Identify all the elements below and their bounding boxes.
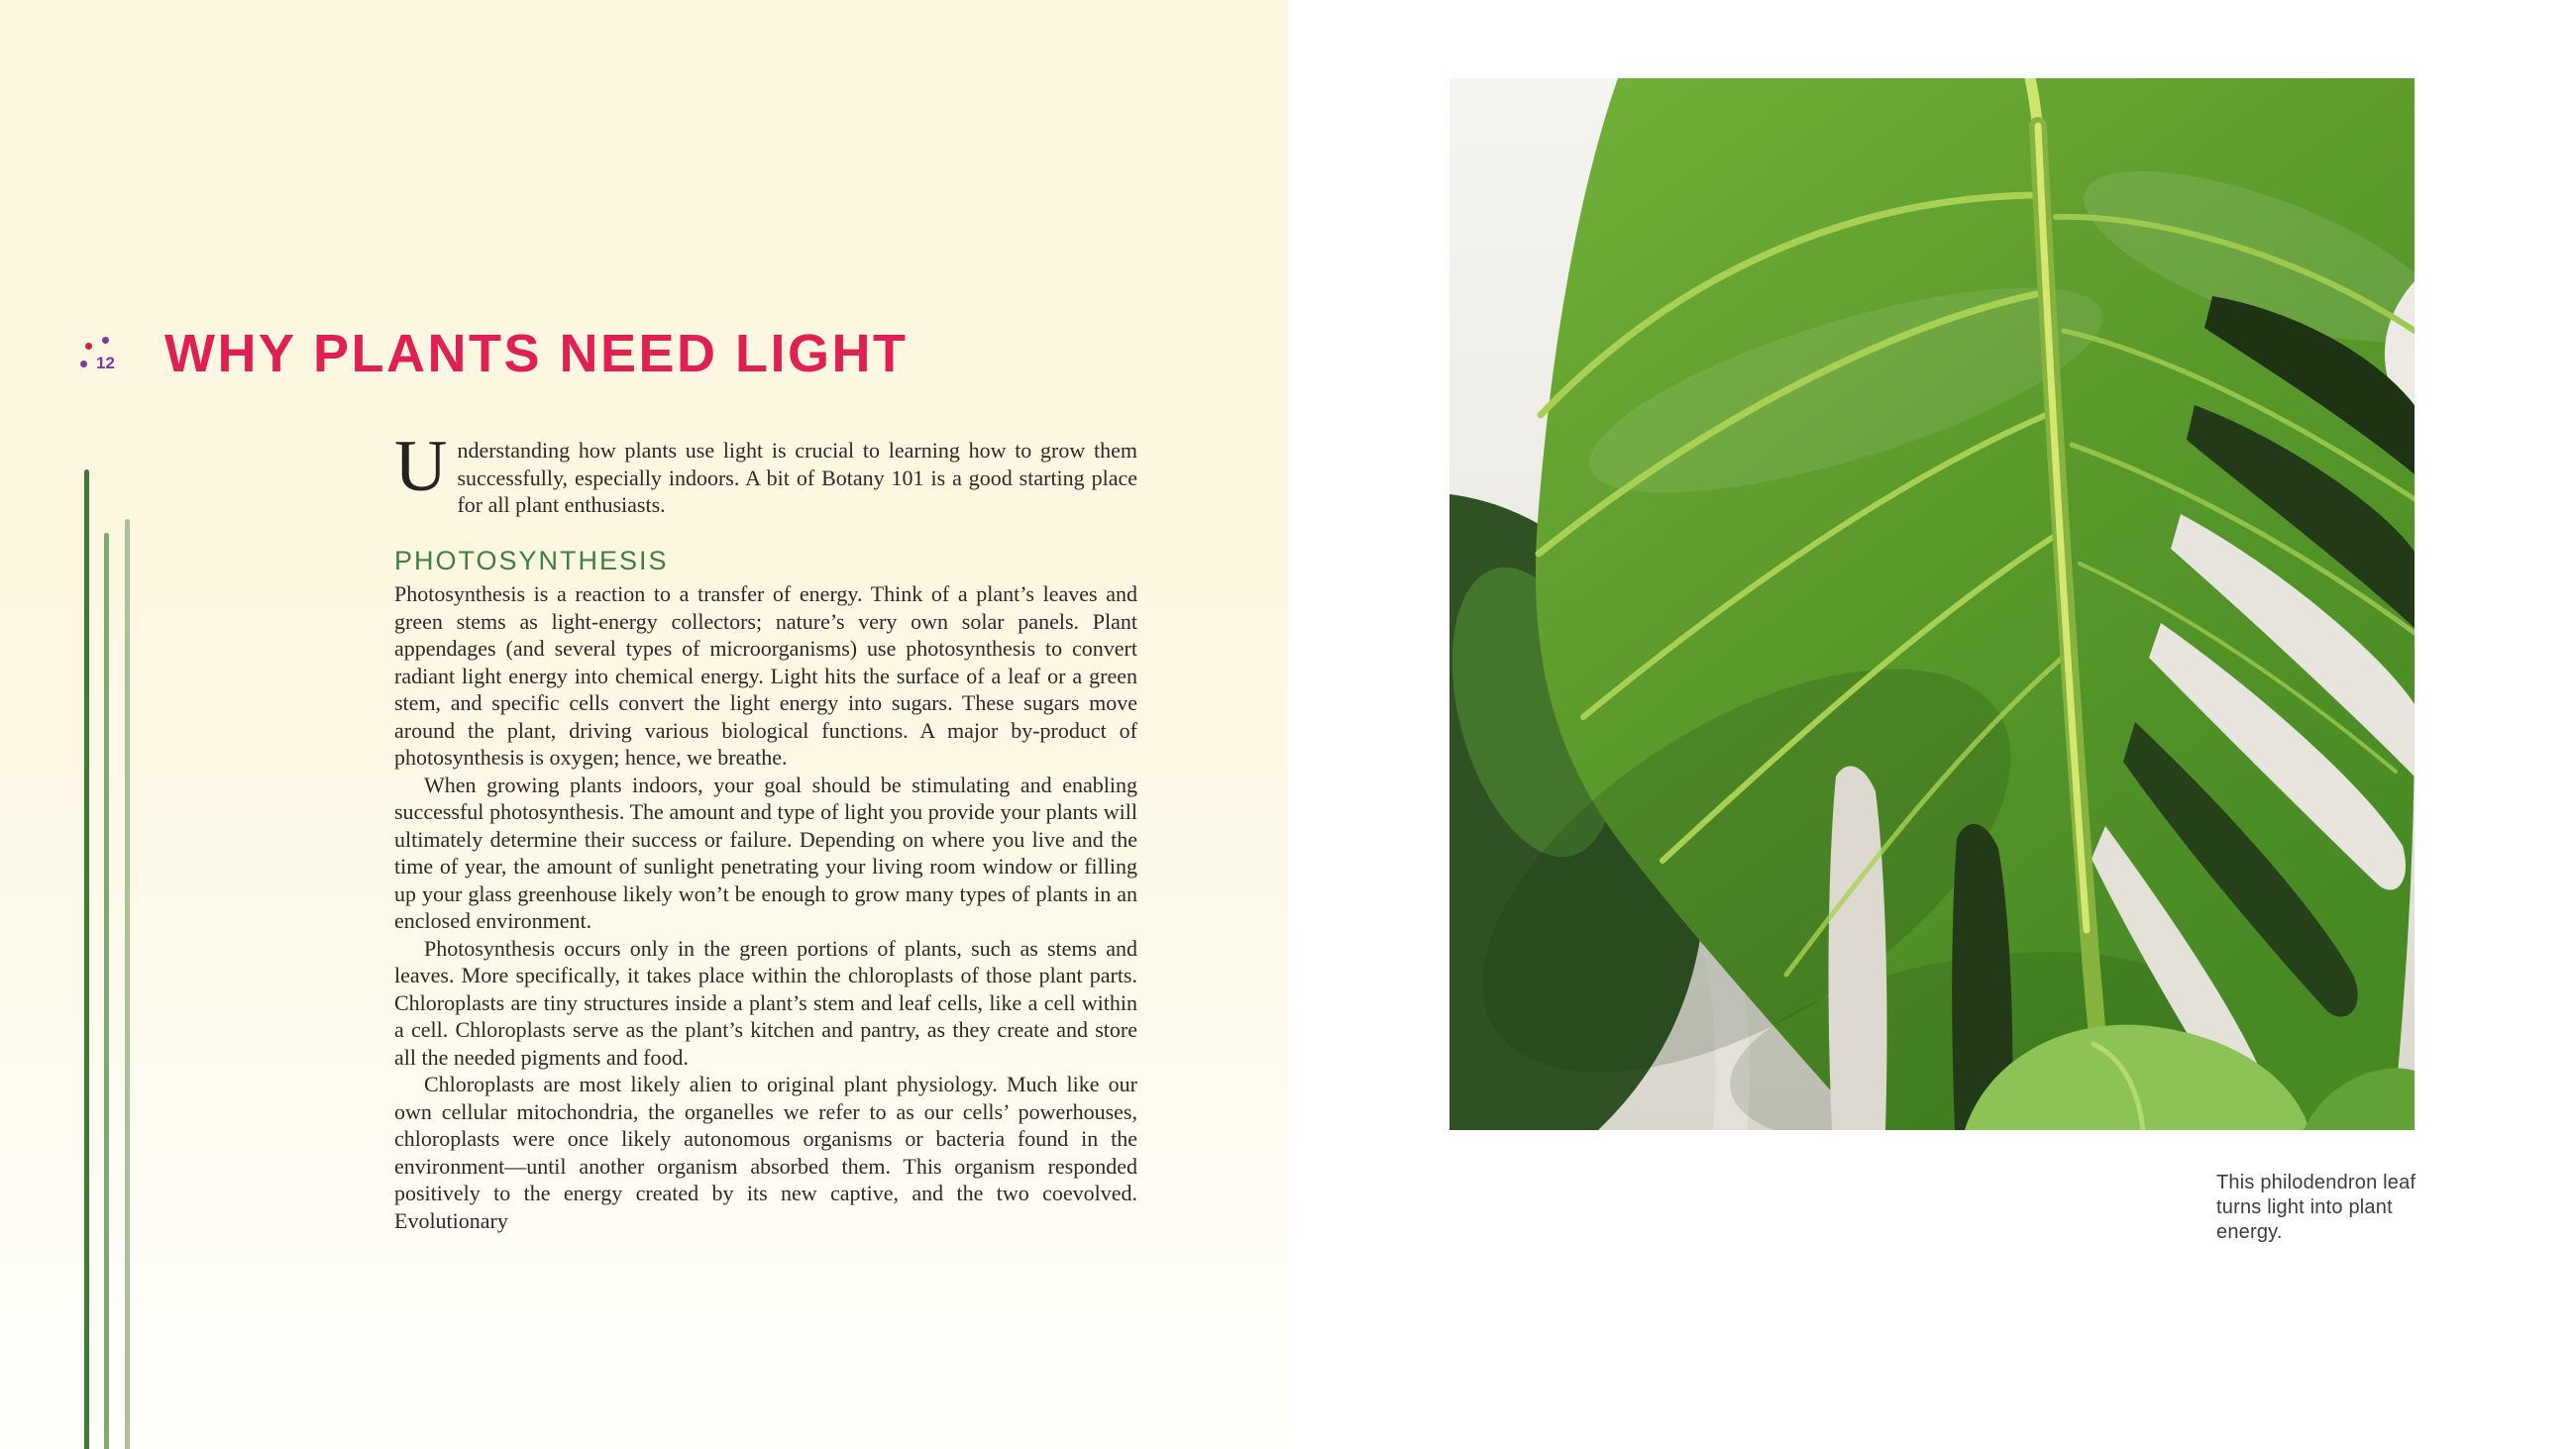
paragraph: Photosynthesis occurs only in the green portions of plants, such as stems and leaves. More specifically, it takes place within the chloroplasts of those plant parts. Chloroplasts are tiny structures inside a plant’s stem and leaf cells, like a cell within a cell. Chloroplasts serve as the plant’s kitchen and pantry, as they create and store all the needed pigments and food. [394,935,1137,1070]
decorative-line-light [125,519,130,1449]
section-heading: PHOTOSYNTHESIS [394,546,669,575]
intro-paragraph [394,426,1137,519]
decorative-line-mid [104,533,109,1449]
red-dot-icon [85,343,92,350]
drop-cap: U [394,426,448,507]
photo-caption: This philodendron leaf turns light into plant energy. [2216,1172,2416,1243]
body-copy [394,580,1137,1234]
purple-dot-icon [80,361,87,367]
philodendron-leaf-photo [1449,78,2415,1130]
purple-dot-icon [102,337,109,344]
paragraph: Chloroplasts are most likely alien to original plant physiology. Much like our own cellular mitochondria, the organelles we refer to as our cells’ powerhouses, chloroplasts were once likely autonomous organisms or bacteria found in the environment—until another organism absorbed them. This organism responded positively to the energy created by its new captive, and the two coevolved. Evolutionary [394,1072,1137,1233]
paragraph: Photosynthesis is a reaction to a transfer of energy. Think of a plant’s leaves and green stems as light-energy collectors; nature’s very own solar panels. Plant appendages (and several types of microorganisms) use photosynthesis to convert radiant light energy into chemical energy. Light hits the surface of a leaf or a green stem, and specific cells convert the light energy into sugars. These sugars move around the plant, driving various biological functions. A major by-product of photosynthesis is oxygen; hence, we breathe. [394,581,1137,770]
paragraph: When growing plants indoors, your goal should be stimulating and enabling successful photosynthesis. The amount and type of light you provide your plants will ultimately determine their success or failure. Depending on where you live and the time of year, the amount of sunlight penetrating your living room window or filling up your glass greenhouse likely won’t be enough to grow many types of plants in an enclosed environment. [394,772,1137,933]
chapter-title: WHY PLANTS NEED LIGHT [164,324,909,383]
decorative-line-dark [84,469,89,1449]
intro-text: nderstanding how plants use light is crucial to learning how to grow them successfully, especially indoors. A bit of Botany 101 is a good starting place for all plant enthusiasts. [457,438,1137,517]
page-number: 12 [96,354,115,372]
